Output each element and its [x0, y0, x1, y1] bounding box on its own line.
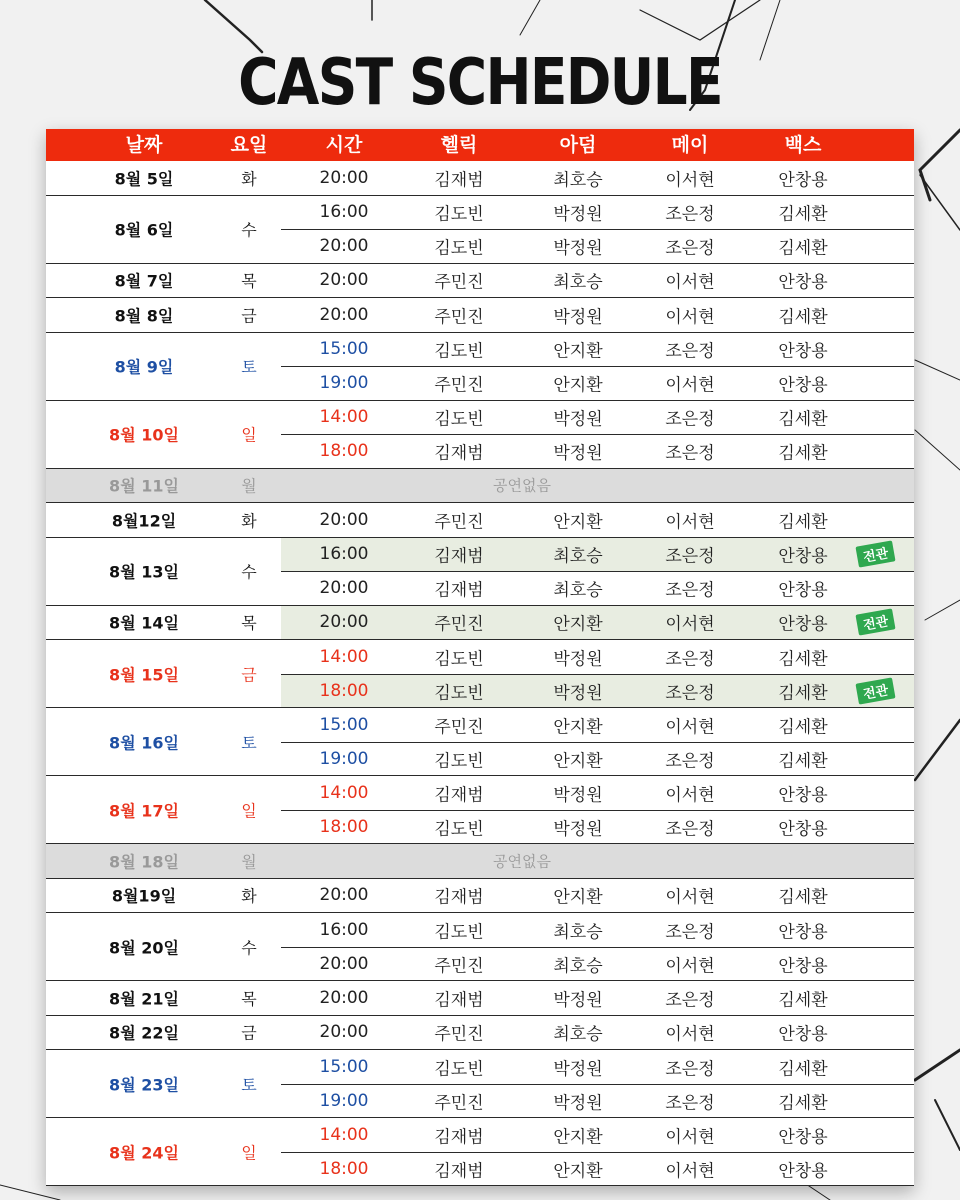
weekday-cell: 화	[241, 511, 257, 531]
cast-backs: 김세환	[778, 990, 828, 1011]
date-group	[46, 503, 914, 538]
cast-adam: 박정원	[553, 307, 603, 328]
cast-may: 조은정	[665, 443, 715, 464]
cast-adam: 박정원	[553, 785, 603, 806]
date-group	[46, 469, 914, 504]
full-house-badge: 전관	[855, 541, 895, 568]
date-cell: 8월 22일	[109, 1023, 179, 1043]
date-cell: 8월 10일	[109, 425, 179, 445]
cast-backs: 김세환	[778, 1059, 828, 1080]
cast-may: 조은정	[665, 922, 715, 943]
cast-may: 이서현	[665, 887, 715, 908]
date-group	[46, 1016, 914, 1051]
cast-adam: 안지환	[553, 717, 603, 738]
cast-helik: 김도빈	[434, 683, 484, 704]
weekday-cell: 일	[241, 1143, 257, 1162]
weekday-cell: 목	[241, 271, 257, 291]
weekday-cell: 월	[241, 852, 257, 872]
header-backs: 백스	[784, 134, 822, 156]
cast-may: 이서현	[665, 170, 715, 191]
cast-adam: 최호승	[553, 170, 603, 191]
cast-adam: 최호승	[553, 546, 603, 567]
date-cell: 8월 21일	[109, 989, 179, 1009]
date-group	[46, 981, 914, 1016]
header-date: 날짜	[125, 134, 163, 156]
show-time: 14:00	[319, 782, 369, 803]
cast-adam: 안지환	[553, 341, 603, 362]
cast-may: 이서현	[665, 272, 715, 293]
show-time: 20:00	[319, 270, 369, 291]
show-row	[46, 161, 914, 195]
cast-helik: 김재범	[434, 546, 484, 567]
show-time: 14:00	[319, 646, 369, 667]
cast-helik: 김재범	[434, 443, 484, 464]
cast-adam: 박정원	[553, 238, 603, 259]
cast-may: 조은정	[665, 1059, 715, 1080]
weekday-cell: 토	[241, 357, 257, 377]
cast-helik: 김도빈	[434, 238, 484, 259]
date-cell: 8월 8일	[114, 306, 174, 326]
date-group	[46, 606, 914, 641]
cast-backs: 김세환	[778, 717, 828, 738]
cast-may: 조은정	[665, 683, 715, 704]
cast-may: 이서현	[665, 307, 715, 328]
show-time: 20:00	[319, 236, 369, 257]
cast-backs: 안창용	[778, 1127, 828, 1148]
show-time: 20:00	[319, 1022, 369, 1043]
cast-helik: 주민진	[434, 717, 484, 738]
show-row	[281, 810, 914, 844]
table-body	[46, 161, 914, 1186]
show-time: 20:00	[319, 953, 369, 974]
cast-backs: 안창용	[778, 614, 828, 635]
date-cell: 8월 13일	[109, 562, 179, 582]
date-cell: 8월 5일	[114, 169, 174, 189]
cast-may: 이서현	[665, 1161, 715, 1182]
show-row	[46, 196, 914, 230]
cast-backs: 김세환	[778, 751, 828, 772]
cast-may: 조은정	[665, 238, 715, 259]
date-group	[46, 538, 914, 606]
cast-adam: 최호승	[553, 956, 603, 977]
cast-backs: 김세환	[778, 238, 828, 259]
cast-helik: 김도빈	[434, 649, 484, 670]
cast-helik: 주민진	[434, 1093, 484, 1114]
date-group	[46, 913, 914, 981]
cast-backs: 안창용	[778, 1161, 828, 1182]
date-group	[46, 640, 914, 708]
show-time: 19:00	[319, 748, 369, 769]
cast-backs: 안창용	[778, 956, 828, 977]
cast-backs: 안창용	[778, 375, 828, 396]
date-group	[46, 776, 914, 844]
show-row	[46, 264, 914, 298]
show-row	[281, 606, 914, 640]
date-group	[46, 1118, 914, 1186]
cast-backs: 안창용	[778, 785, 828, 806]
weekday-cell: 화	[241, 169, 257, 189]
header-adam: 아덤	[559, 134, 597, 156]
show-time: 20:00	[319, 509, 369, 530]
cast-backs: 김세환	[778, 204, 828, 225]
date-group	[46, 401, 914, 469]
cast-helik: 주민진	[434, 512, 484, 533]
weekday-cell: 금	[241, 665, 257, 684]
cast-may: 이서현	[665, 1127, 715, 1148]
show-time: 15:00	[319, 1056, 369, 1077]
cast-adam: 박정원	[553, 204, 603, 225]
weekday-cell: 수	[241, 562, 257, 582]
cast-adam: 박정원	[553, 819, 603, 840]
cast-backs: 김세환	[778, 409, 828, 430]
page-title: CAST SCHEDULE	[238, 46, 722, 120]
cast-backs: 안창용	[778, 272, 828, 293]
date-cell: 8월 11일	[109, 476, 179, 496]
cast-adam: 안지환	[553, 751, 603, 772]
header-weekday: 요일	[230, 134, 268, 156]
cast-may: 이서현	[665, 512, 715, 533]
cast-helik: 김재범	[434, 1127, 484, 1148]
cast-adam: 안지환	[553, 614, 603, 635]
cast-helik: 김도빈	[434, 409, 484, 430]
cast-may: 조은정	[665, 204, 715, 225]
date-cell: 8월 15일	[109, 665, 179, 684]
date-group	[46, 196, 914, 264]
show-row	[281, 434, 914, 468]
cast-backs: 안창용	[778, 341, 828, 362]
date-cell: 8월 23일	[109, 1075, 179, 1094]
weekday-cell: 수	[241, 938, 257, 957]
cast-helik: 김도빈	[434, 922, 484, 943]
weekday-cell: 토	[241, 733, 257, 752]
cast-may: 이서현	[665, 1024, 715, 1045]
cast-adam: 안지환	[553, 1161, 603, 1182]
cast-may: 조은정	[665, 990, 715, 1011]
weekday-cell: 일	[241, 801, 257, 820]
show-time: 20:00	[319, 885, 369, 906]
show-row	[46, 298, 914, 332]
header-time: 시간	[325, 134, 363, 156]
cast-backs: 안창용	[778, 580, 828, 601]
weekday-cell: 일	[241, 425, 257, 445]
show-time: 19:00	[319, 1090, 369, 1111]
show-time: 16:00	[319, 202, 369, 223]
show-row	[281, 674, 914, 708]
date-cell: 8월 17일	[109, 801, 179, 820]
show-row	[46, 333, 914, 367]
date-cell: 8월 14일	[109, 613, 179, 633]
show-row	[281, 538, 914, 572]
cast-helik: 김재범	[434, 170, 484, 191]
cast-backs: 김세환	[778, 649, 828, 670]
cast-backs: 안창용	[778, 922, 828, 943]
cast-helik: 김도빈	[434, 751, 484, 772]
cast-backs: 안창용	[778, 170, 828, 191]
cast-helik: 주민진	[434, 956, 484, 977]
weekday-cell: 금	[241, 1023, 257, 1043]
cast-adam: 안지환	[553, 375, 603, 396]
no-show-note: 공연없음	[493, 476, 551, 495]
cast-backs: 안창용	[778, 819, 828, 840]
show-time: 18:00	[319, 816, 369, 837]
show-time: 19:00	[319, 373, 369, 394]
date-cell: 8월 9일	[114, 357, 174, 377]
cast-backs: 김세환	[778, 512, 828, 533]
cast-helik: 주민진	[434, 1024, 484, 1045]
header-may: 메이	[671, 134, 709, 156]
cast-backs: 김세환	[778, 1093, 828, 1114]
cast-adam: 박정원	[553, 1093, 603, 1114]
date-cell: 8월 24일	[109, 1143, 179, 1162]
weekday-cell: 목	[241, 989, 257, 1009]
cast-backs: 김세환	[778, 443, 828, 464]
cast-adam: 안지환	[553, 1127, 603, 1148]
show-time: 14:00	[319, 407, 369, 428]
cast-helik: 김재범	[434, 1161, 484, 1182]
cast-may: 이서현	[665, 717, 715, 738]
cast-may: 이서현	[665, 785, 715, 806]
cast-backs: 김세환	[778, 887, 828, 908]
show-row	[281, 229, 914, 263]
weekday-cell: 월	[241, 476, 257, 496]
cast-helik: 김도빈	[434, 819, 484, 840]
date-group	[46, 879, 914, 914]
cast-may: 조은정	[665, 751, 715, 772]
cast-may: 조은정	[665, 546, 715, 567]
cast-helik: 김도빈	[434, 341, 484, 362]
cast-adam: 박정원	[553, 409, 603, 430]
weekday-cell: 목	[241, 613, 257, 633]
date-cell: 8월19일	[111, 886, 177, 906]
show-row	[46, 503, 914, 537]
show-time: 14:00	[319, 1124, 369, 1145]
cast-adam: 안지환	[553, 512, 603, 533]
show-time: 18:00	[319, 441, 369, 462]
date-cell: 8월 20일	[109, 938, 179, 957]
cast-helik: 주민진	[434, 614, 484, 635]
cast-adam: 박정원	[553, 990, 603, 1011]
cast-may: 조은정	[665, 341, 715, 362]
date-cell: 8월 7일	[114, 271, 174, 291]
cast-helik: 김도빈	[434, 204, 484, 225]
cast-may: 조은정	[665, 1093, 715, 1114]
cast-helik: 주민진	[434, 307, 484, 328]
show-time: 20:00	[319, 578, 369, 599]
show-time: 15:00	[319, 714, 369, 735]
cast-adam: 박정원	[553, 443, 603, 464]
cast-helik: 김재범	[434, 785, 484, 806]
cast-may: 조은정	[665, 409, 715, 430]
show-time: 16:00	[319, 919, 369, 940]
show-time: 20:00	[319, 167, 369, 188]
cast-adam: 박정원	[553, 683, 603, 704]
date-group	[46, 844, 914, 879]
cast-adam: 안지환	[553, 887, 603, 908]
cast-may: 이서현	[665, 614, 715, 635]
cast-adam: 박정원	[553, 649, 603, 670]
show-time: 16:00	[319, 544, 369, 565]
show-row	[46, 879, 914, 913]
cast-helik: 김재범	[434, 887, 484, 908]
cast-backs: 김세환	[778, 683, 828, 704]
cast-backs: 안창용	[778, 1024, 828, 1045]
date-group	[46, 161, 914, 196]
cast-helik: 김도빈	[434, 1059, 484, 1080]
full-house-badge: 전관	[855, 677, 895, 704]
show-row	[281, 1084, 914, 1118]
cast-backs: 안창용	[778, 546, 828, 567]
cast-helik: 김재범	[434, 580, 484, 601]
cast-may: 이서현	[665, 956, 715, 977]
show-time: 20:00	[319, 987, 369, 1008]
date-cell: 8월12일	[111, 511, 177, 531]
show-row	[281, 366, 914, 400]
date-group	[46, 1050, 914, 1118]
cast-helik: 주민진	[434, 272, 484, 293]
show-time: 18:00	[319, 1158, 369, 1179]
date-group	[46, 708, 914, 776]
cast-may: 조은정	[665, 649, 715, 670]
cast-adam: 최호승	[553, 1024, 603, 1045]
no-show-note: 공연없음	[493, 852, 551, 871]
weekday-cell: 화	[241, 886, 257, 906]
show-time: 18:00	[319, 680, 369, 701]
cast-backs: 김세환	[778, 307, 828, 328]
cast-may: 조은정	[665, 580, 715, 601]
show-time: 15:00	[319, 339, 369, 360]
weekday-cell: 금	[241, 306, 257, 326]
schedule-table	[46, 129, 914, 1186]
header-helik: 헬릭	[440, 134, 478, 156]
show-time: 20:00	[319, 612, 369, 633]
cast-helik: 김재범	[434, 990, 484, 1011]
date-group	[46, 264, 914, 299]
date-group	[46, 333, 914, 401]
show-row	[281, 1152, 914, 1186]
table-header	[46, 129, 914, 161]
full-house-badge: 전관	[855, 609, 895, 636]
cast-adam: 최호승	[553, 580, 603, 601]
show-time: 20:00	[319, 304, 369, 325]
weekday-cell: 토	[241, 1075, 257, 1094]
cast-adam: 박정원	[553, 1059, 603, 1080]
show-row	[281, 571, 914, 605]
date-cell: 8월 18일	[109, 852, 179, 872]
cast-adam: 최호승	[553, 922, 603, 943]
date-cell: 8월 16일	[109, 733, 179, 752]
cast-may: 조은정	[665, 819, 715, 840]
date-group	[46, 298, 914, 333]
show-row	[281, 947, 914, 981]
cast-helik: 주민진	[434, 375, 484, 396]
weekday-cell: 수	[241, 220, 257, 240]
date-cell: 8월 6일	[114, 220, 174, 240]
cast-may: 이서현	[665, 375, 715, 396]
cast-adam: 최호승	[553, 272, 603, 293]
show-row	[281, 742, 914, 776]
